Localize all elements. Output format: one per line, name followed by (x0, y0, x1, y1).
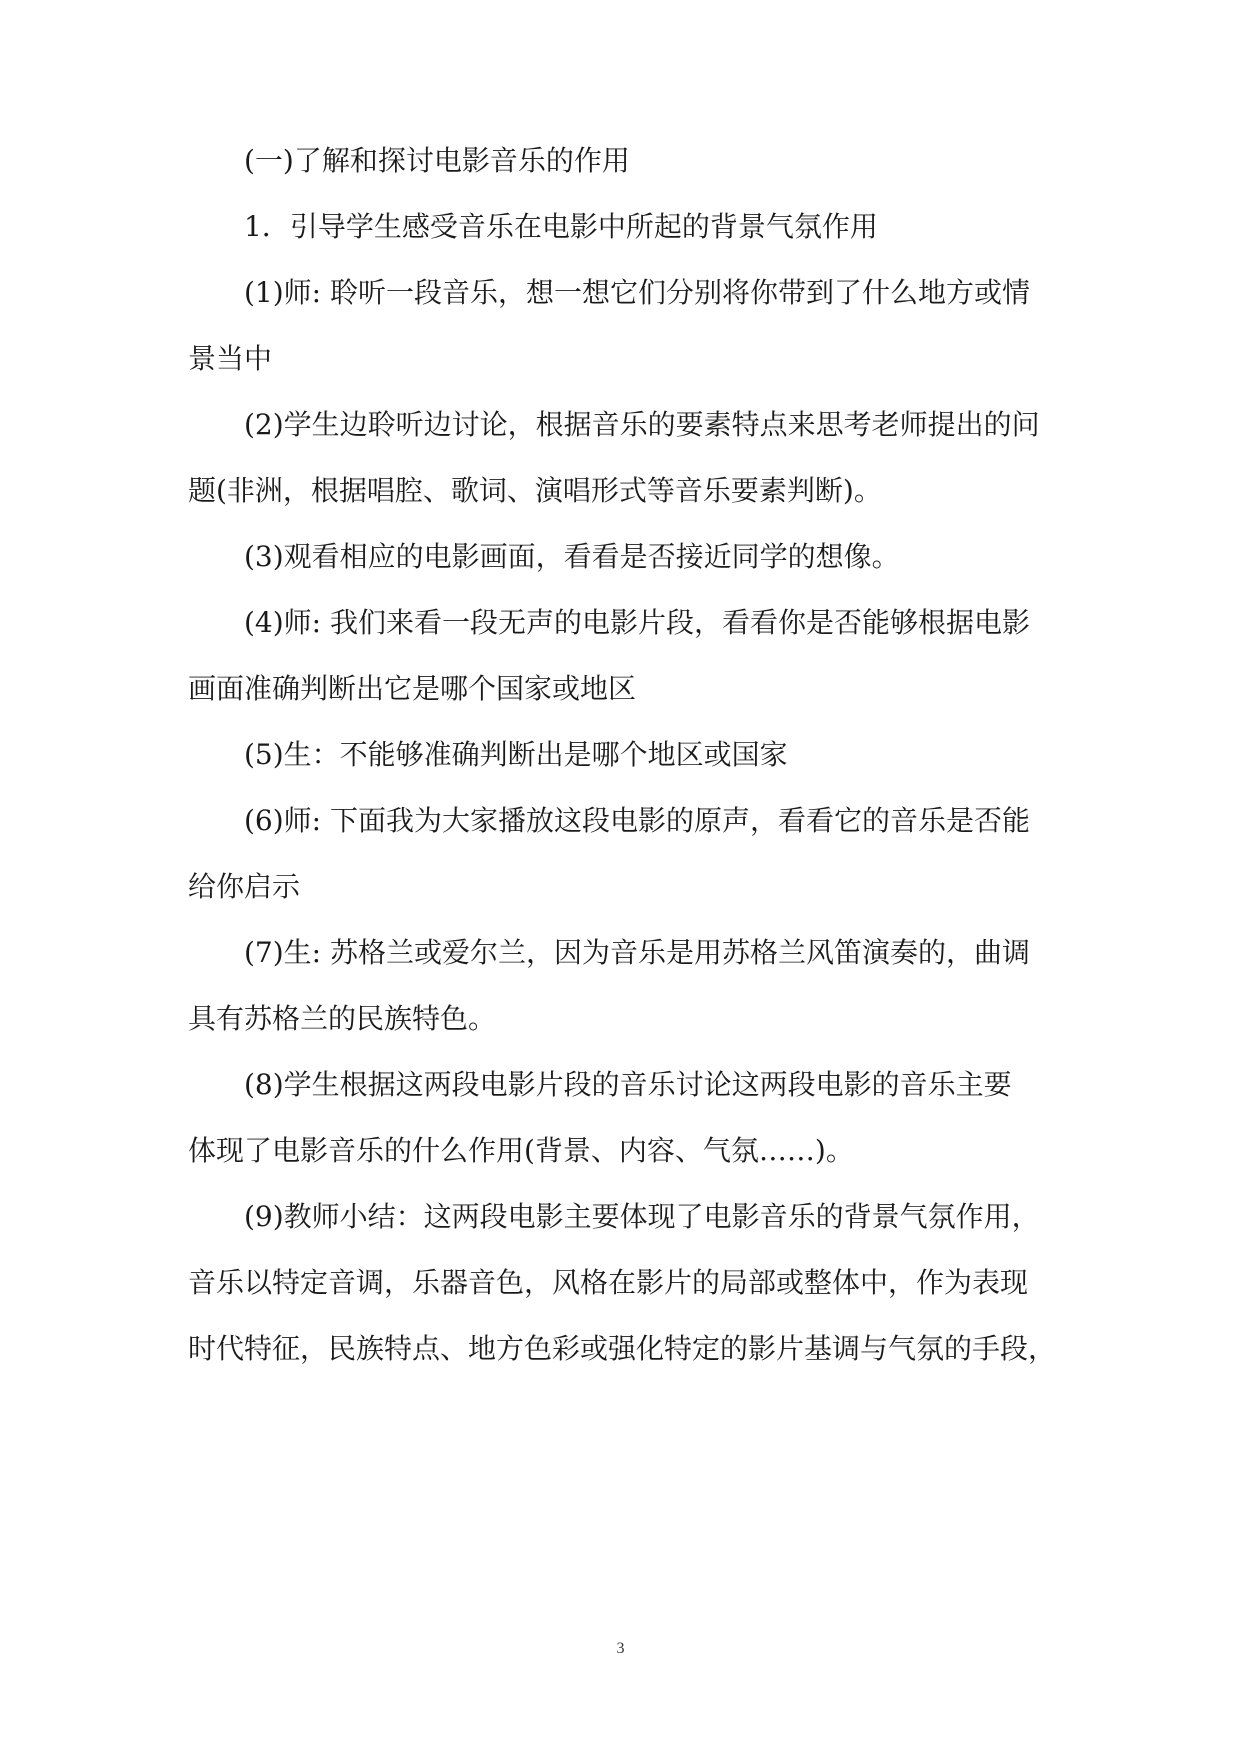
subsection-heading: 1．引导学生感受音乐在电影中所起的背景气氛作用 (244, 210, 878, 243)
paragraph-line: 具有苏格兰的民族特色。 (188, 1002, 497, 1035)
paragraph-line: 体现了电影音乐的什么作用(背景、内容、气氛……)。 (188, 1134, 854, 1167)
page-number: 3 (616, 1640, 625, 1657)
paragraph-line: 景当中 (188, 342, 273, 375)
paragraph-line: 给你启示 (188, 870, 301, 903)
paragraph-line: (8)学生根据这两段电影片段的音乐讨论这两段电影的音乐主要 (244, 1068, 1012, 1101)
paragraph-line: (3)观看相应的电影画面，看看是否接近同学的想像。 (244, 540, 900, 573)
paragraph-line: (9)教师小结：这两段电影主要体现了电影音乐的背景气氛作用， (244, 1200, 1040, 1233)
paragraph-line: (5)生：不能够准确判断出是哪个地区或国家 (244, 738, 788, 771)
paragraph-line: (7)生: 苏格兰或爱尔兰，因为音乐是用苏格兰风笛演奏的，曲调 (244, 936, 1030, 969)
paragraph-line: 时代特征，民族特点、地方色彩或强化特定的影片基调与气氛的手段， (188, 1332, 1057, 1365)
paragraph-line: (4)师: 我们来看一段无声的电影片段，看看你是否能够根据电影 (244, 606, 1030, 639)
paragraph-line: (1)师: 聆听一段音乐，想一想它们分别将你带到了什么地方或情 (244, 276, 1030, 309)
paragraph-line: 音乐以特定音调，乐器音色，风格在影片的局部或整体中，作为表现 (188, 1266, 1029, 1299)
paragraph-line: 画面准确判断出它是哪个国家或地区 (188, 672, 637, 705)
section-heading: (一)了解和探讨电影音乐的作用 (244, 144, 630, 177)
paragraph-line: (2)学生边聆听边讨论，根据音乐的要素特点来思考老师提出的问 (244, 408, 1040, 441)
paragraph-line: (6)师: 下面我为大家播放这段电影的原声，看看它的音乐是否能 (244, 804, 1030, 837)
paragraph-line: 题(非洲，根据唱腔、歌词、演唱形式等音乐要素判断)。 (188, 474, 882, 507)
